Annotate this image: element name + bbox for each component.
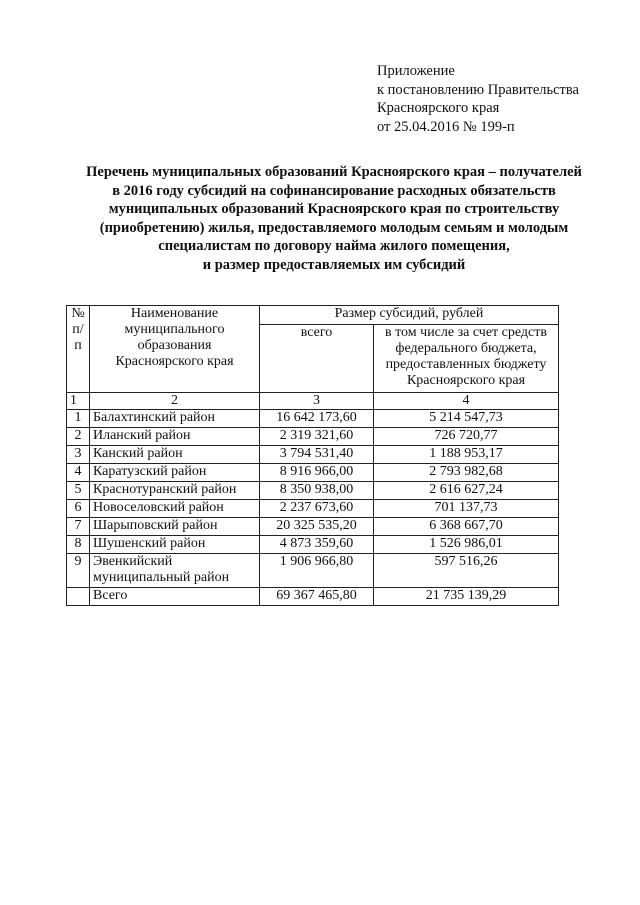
row-number: 5 (67, 482, 90, 500)
title-line-3: муниципальных образований Красноярского края по строительству (108, 201, 560, 217)
row-federal: 597 516,26 (374, 554, 559, 588)
column-number: 3 (260, 393, 374, 410)
row-number: 1 (67, 410, 90, 428)
row-name: Каратузский район (90, 464, 260, 482)
row-total: 4 873 359,60 (260, 536, 374, 554)
title-line-5: специалистам по договору найма жилого помещения, (158, 238, 510, 254)
column-number: 4 (374, 393, 559, 410)
row-number: 4 (67, 464, 90, 482)
row-total: 3 794 531,40 (260, 446, 374, 464)
header-name: Наименование муниципального образования Красноярского края (90, 306, 260, 393)
row-name: Краснотуранский район (90, 482, 260, 500)
row-federal: 726 720,77 (374, 428, 559, 446)
row-number: 9 (67, 554, 90, 588)
row-name: Шарыповский район (90, 518, 260, 536)
title-line-4: (приобретению) жилья, предоставляемого молодым семьям и молодым (99, 219, 569, 236)
total-row (67, 588, 559, 606)
row-number: 2 (67, 428, 90, 446)
header-federal: в том числе за счет средств федерального бюджета, предоставленных бюджету Красноярского края (374, 325, 559, 393)
header-total: всего (260, 325, 374, 393)
column-number-row (67, 393, 559, 410)
table-row (67, 464, 559, 482)
table-row (67, 500, 559, 518)
row-federal: 5 214 547,73 (374, 410, 559, 428)
row-name: Шушенский район (90, 536, 260, 554)
table-row (67, 536, 559, 554)
appendix-line-2: к постановлению Правительства (377, 81, 579, 98)
table-row (67, 554, 559, 588)
column-number: 2 (90, 393, 260, 410)
row-total: 16 642 173,60 (260, 410, 374, 428)
row-number: 7 (67, 518, 90, 536)
header-number: № п/п (67, 306, 90, 393)
document-title (60, 163, 608, 274)
table-row (67, 482, 559, 500)
table-row (67, 518, 559, 536)
appendix-line-1: Приложение (377, 63, 455, 79)
total-number-empty (67, 588, 90, 606)
row-total: 1 906 966,80 (260, 554, 374, 588)
title-line-6: и размер предоставляемых им субсидий (202, 256, 466, 273)
row-federal: 701 137,73 (374, 500, 559, 518)
row-total: 2 237 673,60 (260, 500, 374, 518)
appendix-line-3: Красноярского края (377, 100, 500, 116)
header-subsidy: Размер субсидий, рублей (260, 306, 559, 325)
row-federal: 6 368 667,70 (374, 518, 559, 536)
row-number: 8 (67, 536, 90, 554)
appendix-block (377, 62, 579, 136)
row-total: 20 325 535,20 (260, 518, 374, 536)
column-number: 1 (67, 393, 90, 410)
total-label: Всего (90, 588, 260, 606)
row-name: Новоселовский район (90, 500, 260, 518)
total-sum: 69 367 465,80 (260, 588, 374, 606)
row-name: Иланский район (90, 428, 260, 446)
row-federal: 1 526 986,01 (374, 536, 559, 554)
row-federal: 2 793 982,68 (374, 464, 559, 482)
table-row (67, 410, 559, 428)
subsidy-table (66, 305, 559, 606)
row-name: Балахтинский район (90, 410, 260, 428)
row-total: 8 350 938,00 (260, 482, 374, 500)
row-number: 3 (67, 446, 90, 464)
title-line-2: в 2016 году субсидий на софинансирование расходных обязательств (112, 182, 556, 199)
row-federal: 1 188 953,17 (374, 446, 559, 464)
row-name: Эвенкийский муниципальный район (90, 554, 260, 588)
row-total: 8 916 966,00 (260, 464, 374, 482)
title-line-1: Перечень муниципальных образований Красноярского края – получателей (86, 164, 582, 180)
table-header-row (67, 306, 559, 325)
row-federal: 2 616 627,24 (374, 482, 559, 500)
row-total: 2 319 321,60 (260, 428, 374, 446)
row-name: Канский район (90, 446, 260, 464)
table-row (67, 428, 559, 446)
total-federal: 21 735 139,29 (374, 588, 559, 606)
row-number: 6 (67, 500, 90, 518)
appendix-line-4: от 25.04.2016 № 199-п (377, 118, 515, 135)
table-row (67, 446, 559, 464)
